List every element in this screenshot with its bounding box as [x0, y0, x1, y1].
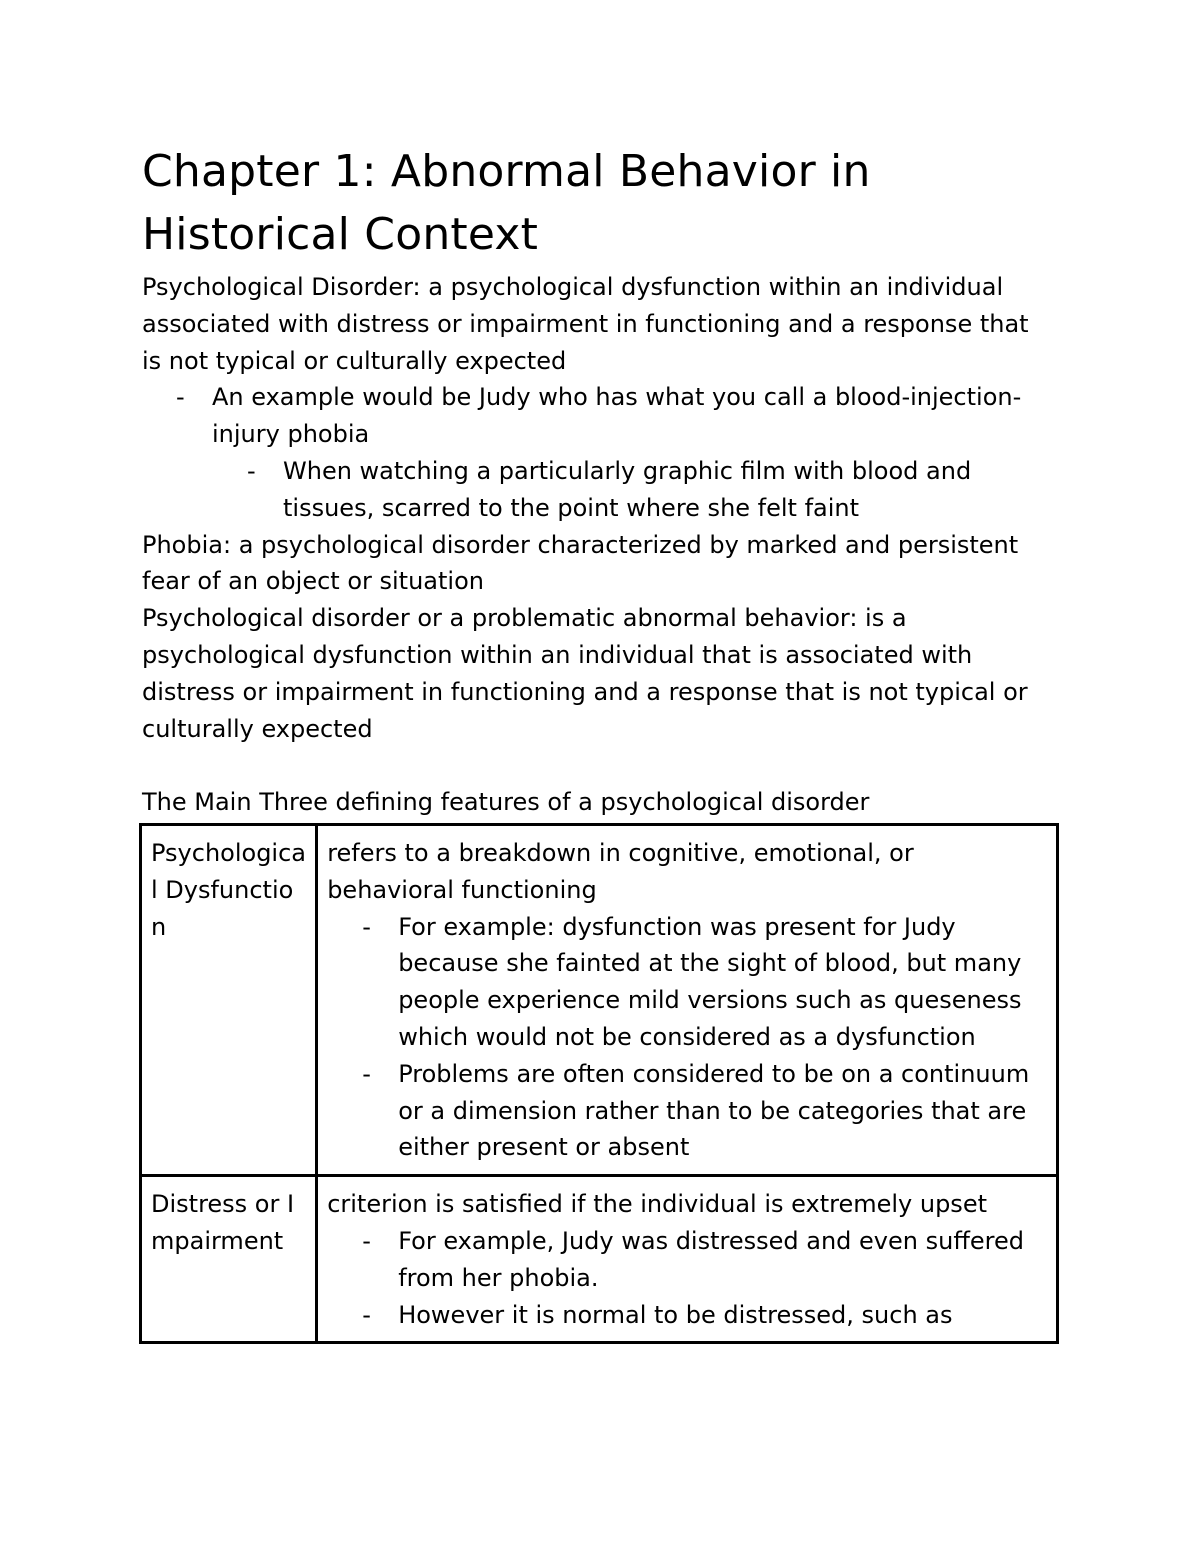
cell-bullet [362, 909, 1048, 1056]
table-cell-definition [317, 824, 1058, 1175]
bullet-text: An example would be Judy who has what you call a blood-injection-injury phobia [212, 383, 1022, 449]
cell-bullet [362, 1223, 1048, 1297]
table-cell-definition [317, 1176, 1058, 1343]
spacer [142, 747, 1060, 784]
definition-abnormal-behavior: Psychological disorder or a problematic abnormal behavior: is a psychological dysfunction within an individual that is associated with distress or impairment in functioning and a response that is not typical or culturally expected [142, 604, 1028, 743]
bullet-judy-example [176, 379, 1032, 453]
bullet-text: For example, Judy was distressed and even suffered from her phobia. [398, 1226, 1024, 1292]
bullet-dash: - [362, 912, 371, 941]
bullet-text: For example: dysfunction was present for Judy because she fainted at the sight of blood, but many people experience mild versions such as queseness which would not be considered as a dysfunction [398, 912, 1022, 1051]
table-row [141, 1176, 1058, 1343]
bullet-dash: - [247, 456, 256, 485]
bullet-dash: - [362, 1059, 371, 1088]
defining-features-table [139, 823, 1059, 1344]
cell-definition-text: refers to a breakdown in cognitive, emotional, or behavioral functioning [327, 838, 914, 904]
cell-bullet [362, 1297, 1048, 1334]
bullet-text: However it is normal to be distressed, such as [398, 1300, 953, 1329]
bullet-graphic-film [247, 453, 1023, 527]
document-page [142, 140, 1060, 1344]
bullet-text: When watching a particularly graphic film with blood and tissues, scarred to the point where she felt faint [283, 456, 972, 522]
cell-bullet [362, 1056, 1048, 1166]
table-cell-term: Psychological Dysfunction [141, 824, 317, 1175]
table-caption: The Main Three defining features of a psychological disorder [142, 788, 870, 817]
cell-definition-text: criterion is satisfied if the individual is extremely upset [327, 1190, 987, 1219]
bullet-text: Problems are often considered to be on a continuum or a dimension rather than to be categories that are either present or absent [398, 1059, 1030, 1162]
bullet-dash: - [176, 383, 185, 412]
definition-phobia: Phobia: a psychological disorder characterized by marked and persistent fear of an object or situation [142, 530, 1019, 596]
bullet-dash: - [362, 1226, 371, 1255]
chapter-title: Chapter 1: Abnormal Behavior in Historical Context [142, 146, 871, 260]
definition-psychological-disorder: Psychological Disorder: a psychological dysfunction within an individual associated with distress or impairment in functioning and a response that is not typical or culturally expected [142, 273, 1029, 375]
bullet-dash: - [362, 1300, 371, 1329]
table-row [141, 824, 1058, 1175]
document-body [142, 269, 1060, 1344]
table-cell-term: Distress or Impairment [141, 1176, 317, 1343]
